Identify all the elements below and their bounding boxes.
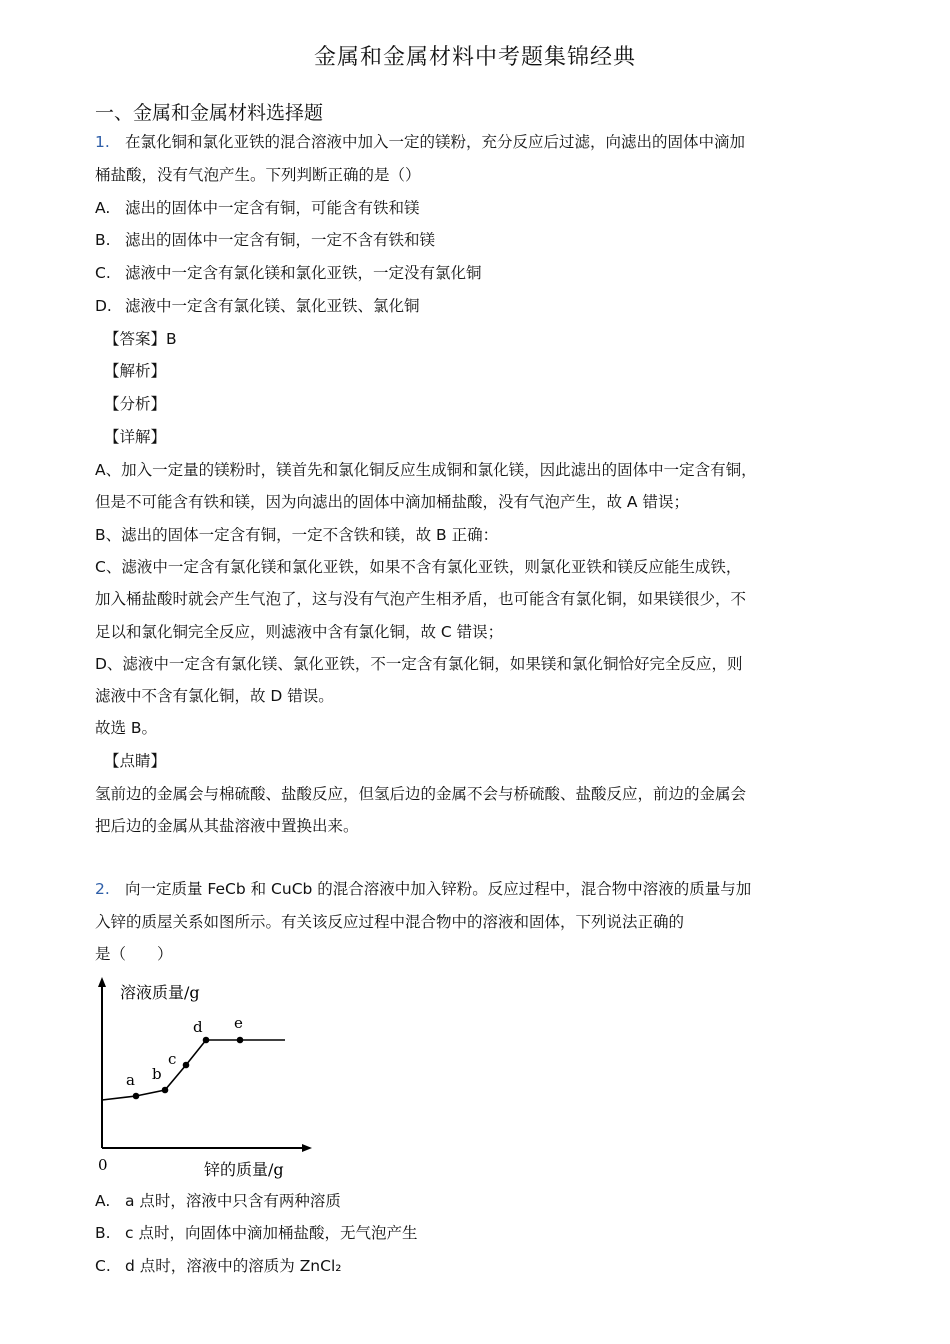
q1-detail-line: D、滤液中一定含有氯化镁、氯化亚铁，不一定含有氯化铜，如果镁和氯化铜恰好完全反应，则: [95, 655, 743, 673]
x-axis-arrow-icon: [302, 1144, 312, 1152]
point-label-e: e: [234, 1014, 243, 1032]
point-e: [237, 1037, 244, 1044]
q1-stem-line1: [95, 131, 855, 153]
q2-stem-line3: 是（ ）: [95, 945, 173, 963]
q1-detail-line: C、滤液中一定含有氯化镁和氯化亚铁，如果不含有氯化亚铁，则氯化亚铁和镁反应能生成铁，: [95, 558, 742, 576]
y-axis-arrow-icon: [98, 977, 106, 987]
point-label-d: d: [193, 1018, 203, 1036]
q2-stem-text1: 向一定质量 FeCb 和 CuCb 的混合溶液中加入锌粉。反应过程中，混合物中溶液的质量与加: [125, 880, 752, 898]
q1-option-a: A. 滤出的固体中一定含有铜，可能含有铁和镁: [95, 199, 420, 217]
point-label-b: b: [152, 1065, 162, 1083]
point-a: [133, 1093, 140, 1100]
q1-stem-line2: 桶盐酸，没有气泡产生。下列判断正确的是（）: [95, 166, 421, 184]
q1-detail-line: 加入桶盐酸时就会产生气泡了，这与没有气泡产生相矛盾，也可能含有氯化铜，如果镁很少，不: [95, 590, 747, 608]
q1-answer: 【答案】B: [104, 330, 177, 348]
q1-tip-line: 把后边的金属从其盐溶液中置换出来。: [95, 817, 359, 835]
q2-stem-line1: [95, 878, 855, 900]
q1-detail-line: 足以和氯化铜完全反应，则滤液中含有氯化铜，故 C 错误；: [95, 623, 504, 641]
q2-stem-line2: 入锌的质屋关系如图所示。有关该反应过程中混合物中的溶液和固体，下列说法正确的: [95, 913, 685, 931]
y-axis-label: 溶液质量/g: [120, 983, 200, 1002]
mass-curve: [102, 1040, 285, 1100]
q2-number: 2.: [95, 880, 110, 898]
point-b: [162, 1087, 169, 1094]
q1-option-d: D. 滤液中一定含有氯化镁、氯化亚铁、氯化铜: [95, 297, 420, 315]
q1-fenxi-label: 【分析】: [104, 395, 167, 413]
point-label-c: c: [168, 1050, 177, 1068]
q1-dianjing-label: 【点睛】: [104, 752, 167, 770]
point-label-a: a: [126, 1071, 135, 1089]
q1-detail-line: 但是不可能含有铁和镁，因为向滤出的固体中滴加桶盐酸，没有气泡产生，故 A 错误；: [95, 493, 689, 511]
q1-jiexi-label: 【解析】: [104, 362, 167, 380]
q1-detail-line: 滤液中不含有氯化铜，故 D 错误。: [95, 687, 334, 705]
q1-option-b: B. 滤出的固体中一定含有铜，一定不含有铁和镁: [95, 231, 436, 249]
point-d: [203, 1037, 210, 1044]
q2-option-a: A. a 点时，溶液中只含有两种溶质: [95, 1192, 341, 1210]
q2-option-b: B. c 点时，向固体中滴加桶盐酸，无气泡产生: [95, 1224, 418, 1242]
section-heading: 一、金属和金属材料选择题: [95, 102, 324, 124]
origin-label: 0: [98, 1156, 108, 1174]
x-axis-label: 锌的质量/g: [204, 1160, 284, 1179]
solution-mass-graph: [88, 975, 328, 1185]
q1-detail-line: B、滤出的固体一定含有铜，一定不含铁和镁，故 B 正确：: [95, 526, 499, 544]
q1-number: 1.: [95, 133, 110, 151]
q2-option-c: C. d 点时，溶液中的溶质为 ZnCl₂: [95, 1257, 342, 1275]
document-title: 金属和金属材料中考题集锦经典: [313, 45, 636, 70]
q1-option-c: C. 滤液中一定含有氯化镁和氯化亚铁，一定没有氯化铜: [95, 264, 482, 282]
q1-xiangjie-label: 【详解】: [104, 428, 167, 446]
q1-stem-text1: 在氯化铜和氯化亚铁的混合溶液中加入一定的镁粉，充分反应后过滤，向滤出的固体中滴加: [125, 133, 746, 151]
q1-detail-line: A、加入一定量的镁粉时，镁首先和氯化铜反应生成铜和氯化镁，因此滤出的固体中一定含有铜，: [95, 461, 757, 479]
q1-tip-line: 氢前边的金属会与棉硫酸、盐酸反应，但氢后边的金属不会与桥硫酸、盐酸反应，前边的金属会: [95, 785, 747, 803]
q1-conclusion: 故选 B。: [95, 719, 158, 737]
point-c: [183, 1062, 190, 1069]
